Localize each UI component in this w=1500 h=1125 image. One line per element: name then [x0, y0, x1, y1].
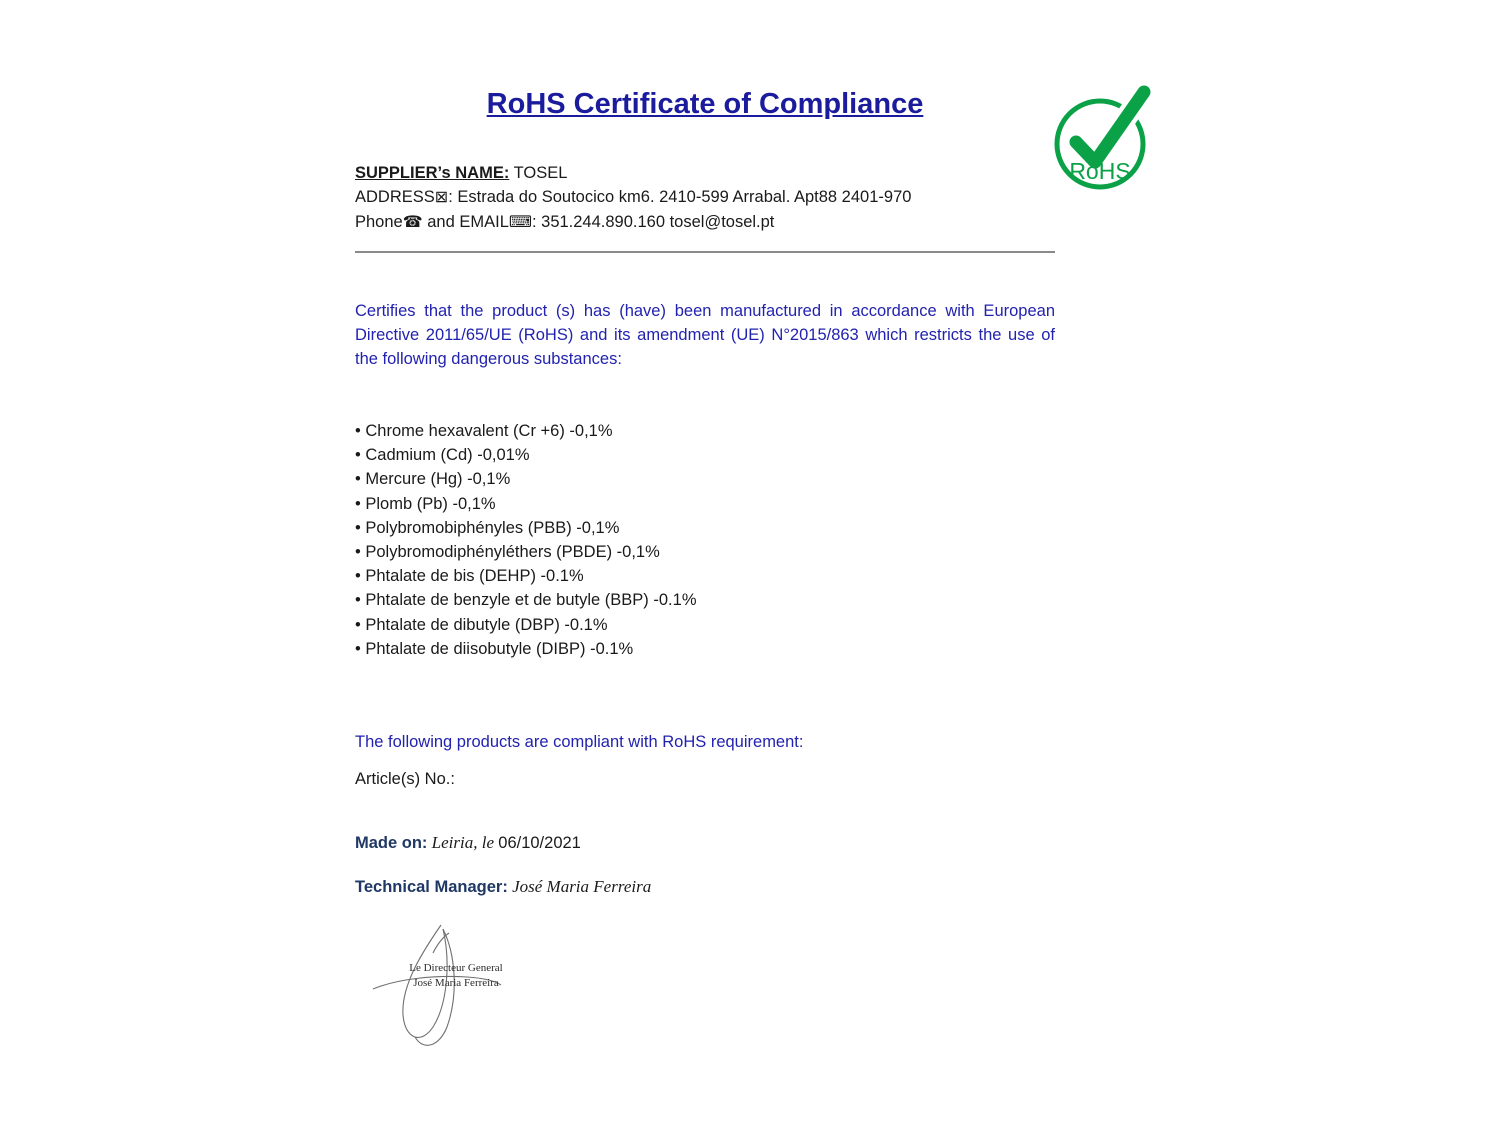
substance-item: • Mercure (Hg) -0,1%: [355, 467, 1055, 491]
contact-value: 351.244.890.160 tosel@tosel.pt: [541, 213, 775, 231]
made-on-line: [355, 833, 1055, 853]
supplier-block: [355, 161, 1055, 235]
substance-list: [355, 419, 1055, 661]
address-label: ADDRESS: [355, 188, 435, 206]
manager-label: Technical Manager:: [355, 878, 508, 897]
substance-item: • Polybromodiphényléthers (PBDE) -0,1%: [355, 540, 1055, 564]
signature-line1: Le Directeur General: [409, 962, 503, 975]
compliance-line: The following products are compliant with RoHS requirement:: [355, 733, 804, 752]
made-on-label: Made on:: [355, 834, 428, 853]
address-value: Estrada do Soutocico km6. 2410-599 Arrabal. Apt88 2401-970: [457, 188, 912, 206]
manager-line: [355, 877, 1055, 897]
signature-block: [363, 923, 553, 1053]
rohs-logo: [1050, 80, 1154, 192]
substance-item: • Phtalate de bis (DEHP) -0.1%: [355, 564, 1055, 588]
manager-value: José Maria Ferreira: [507, 877, 652, 897]
signature-line2: José Maria Ferreira: [413, 977, 499, 990]
substance-item: • Chrome hexavalent (Cr +6) -0,1%: [355, 419, 1055, 443]
substance-item: • Cadmium (Cd) -0,01%: [355, 443, 1055, 467]
article-line: Article(s) No.:: [355, 770, 455, 789]
supplier-name-label: SUPPLIER’s NAME:: [355, 164, 510, 182]
rohs-logo-text: RoHS: [1069, 158, 1131, 184]
envelope-icon: ⊠: [434, 189, 449, 206]
contact-line: [355, 210, 1055, 235]
header-divider: [355, 251, 1055, 253]
address-sep: :: [448, 188, 458, 206]
supplier-name-line: [355, 161, 1055, 185]
computer-icon: ⌨: [508, 214, 532, 231]
made-on-place: Leiria, le: [427, 833, 499, 853]
certifies-paragraph: Certifies that the product (s) has (have) been manufactured in accordance with European Directive 2011/65/UE (RoHS) and its amendment (UE) N°2015/863 which restricts the use of the following dangerous substances:: [355, 302, 1055, 368]
substance-item: • Phtalate de diisobutyle (DIBP) -0.1%: [355, 637, 1055, 661]
signature-text: [381, 961, 531, 991]
supplier-name-value: TOSEL: [509, 164, 568, 182]
phone-icon: ☎: [402, 214, 423, 231]
substance-item: • Polybromobiphényles (PBB) -0,1%: [355, 516, 1055, 540]
and-email-label: and EMAIL: [422, 213, 509, 231]
made-on-date: 06/10/2021: [498, 834, 581, 853]
substance-item: • Plomb (Pb) -0,1%: [355, 492, 1055, 516]
phone-label: Phone: [355, 213, 403, 231]
substance-item: • Phtalate de dibutyle (DBP) -0.1%: [355, 613, 1055, 637]
substance-item: • Phtalate de benzyle et de butyle (BBP) -0.1%: [355, 588, 1055, 612]
document-content: [355, 0, 1055, 1053]
contact-sep: :: [531, 213, 542, 231]
address-line: [355, 185, 1055, 210]
page-title: RoHS Certificate of Compliance: [486, 88, 924, 120]
